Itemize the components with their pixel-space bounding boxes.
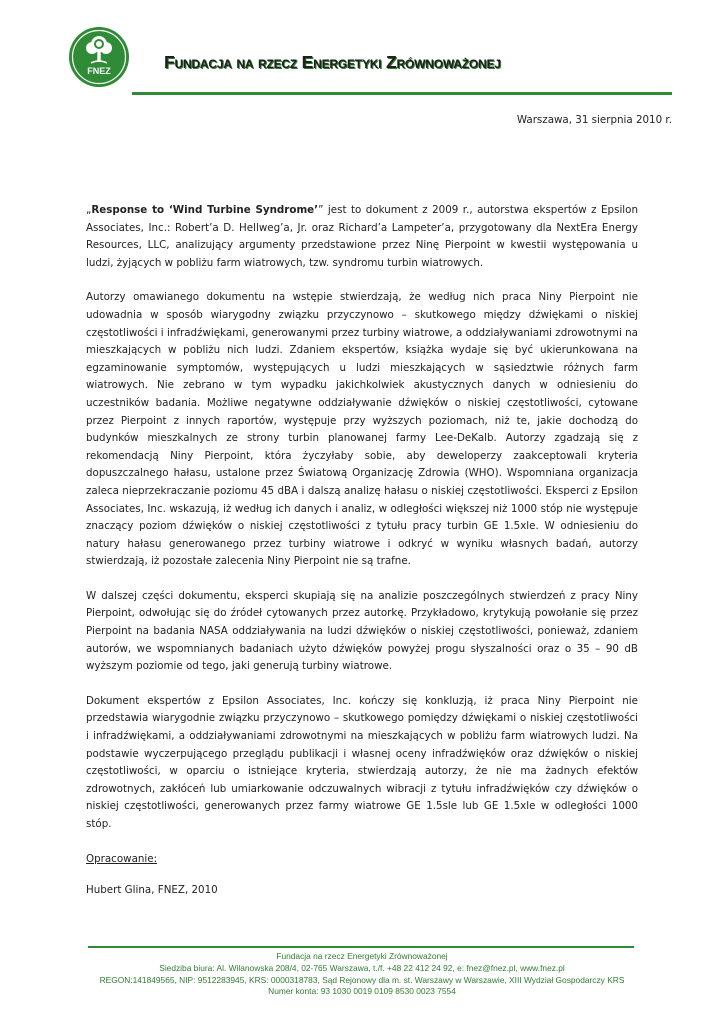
footer-bank-account: Numer konta: 93 1030 0019 0109 8530 0023 7554 (268, 986, 456, 997)
footer-org-name: Fundacja na rzecz Energetyki Zrównoważonej (276, 951, 448, 961)
document-date: Warszawa, 31 sierpnia 2010 r. (516, 114, 672, 126)
footer (0, 951, 724, 998)
paragraph-1-open-quote: „ (86, 204, 92, 216)
footer-registration: REGON:141849565, NIP: 9512283945, KRS: 0000318783, Sąd Rejonowy dla m. st. Warszawy w Warszawie, XIII Wydział Gospodarczy KRS (99, 974, 625, 985)
footer-address: Siedziba biura: Al. Wilanowska 208/4, 02-765 Warszawa, t./f. +48 22 412 24 92, e: fnez@fnez.pl, www.fnez.pl (159, 962, 565, 973)
paragraph-1 (86, 202, 638, 272)
signature-author: Hubert Glina, FNEZ, 2010 (86, 884, 218, 897)
paragraph-1-text: ” jest to dokument z 2009 r., autorstwa ekspertów z Epsilon Associates, Inc.: Robert’a D. Hellweg’a, Jr. oraz Richard’a Lampeter’a, przygotowany dla NextEra Energy Resources, LLC, analizujący argumenty przedstawione przez Ninę Pierpoint w kwestii występowania u ludzi, żyjących w pobliżu farm wiatrowych, tzw. syndromu turbin wiatrowych. (86, 204, 638, 269)
logo-text: FNEZ (87, 66, 111, 76)
organization-title: Fundacja na rzecz Energetyki Zrównoważonej (164, 52, 501, 72)
footer-divider (88, 946, 634, 948)
paragraph-2: Autorzy omawianego dokumentu na wstępie stwierdzają, że według nich praca Niny Pierpoint nie udowadnia w sposób wiarygodny związku przyczynowo – skutkowego między dźwiękami o niskiej częstotliwości i infradźwiękami, generowanymi przez turbiny wiatrowe, a oddziaływaniami zdrowotnymi na mieszkających w pobliżu nich ludzi. Zdaniem ekspertów, książka wydaje się być ukierunkowana na egzaminowanie symptomów, występujących u ludzi mieszkających w sąsiedztwie różnych farm wiatrowych. Nie zebrano w tym wypadku jakichkolwiek akustycznych danych w odniesieniu do uczestników badania. Możliwe negatywne oddziaływanie dźwięków o niskiej częstotliwości, cytowane przez Pierpoint z innych raportów, występuje przy wyższych poziomach, niż te, jakie dochodzą do budynków mieszkalnych ze strony turbin planowanej farmy Lee-DeKalb. Autorzy zgadzają się z rekomendacją Niny Pierpoint, która życzyłaby sobie, aby deweloperzy zaakceptowali kryteria dopuszczalnego hałasu, ustalone przez Światową Organizację Zdrowia (WHO). Wspomniana organizacja zaleca nieprzekraczanie poziomu 45 dBA i dalszą analizę hałasu o niskiej częstotliwości. Eksperci z Epsilon Associates, Inc. wskazują, iż według ich danych i analiz, w odległości większej niż 1000 stóp nie występuje znaczący poziom dźwięków o niskiej częstotliwości z tytułu pracy turbin GE 1.5xle. W odniesieniu do natury hałasu generowanego przez turbiny wiatrowe i odkryć w wyniku własnych badań, autorzy stwierdzają, iż pozostałe zalecenia Niny Pierpoint nie są trafne. (86, 291, 638, 568)
fnez-logo (68, 26, 130, 88)
paragraph-3: W dalszej części dokumentu, eksperci skupiają się na analizie poszczególnych stwierdzeń z pracy Niny Pierpoint, odwołując się do źródeł cytowanych przez autorkę. Przykładowo, krytykują powołanie się przez Pierpoint na badania NASA oddziaływania na ludzi dźwięków o niskiej częstotliwości, ponieważ, zdaniem autorów, we wspomnianych badaniach użyto dźwięków powyżej progu słyszalności oraz o 35 – 90 dB wyższym poziomie od tego, jaki generują turbiny wiatrowe. (86, 589, 638, 673)
paragraph-4: Dokument ekspertów z Epsilon Associates, Inc. kończy się konkluzją, iż praca Niny Pierpoint nie przedstawia wiarygodnie związku przyczynowo – skutkowego pomiędzy dźwiękami o niskiej częstotliwości i infradźwiękami, a oddziaływaniami zdrowotnymi na mieszkających w pobliżu farm wiatrowych ludzi. Na podstawie wyczerpującego przeglądu publikacji i własnej oceny infradźwięków oraz dźwięków o niskiej częstotliwości, w oparciu o istniejące kryteria, stwierdzają autorzy, że nie ma żadnych efektów zdrowotnych, zakłóceń lub umiarkowanie odczuwalnych wibracji z tytułu infradźwięków czy dźwięków o niskiej częstotliwości, generowanych przez farmy wiatrowe GE 1.5sle lub GE 1.5xle w odległości 1000 stóp. (86, 694, 638, 830)
signature-label: Opracowanie: (86, 852, 158, 865)
header-divider (132, 92, 672, 95)
document-body (86, 202, 638, 917)
document-reference-title: Response to ‘Wind Turbine Syndrome’ (91, 204, 319, 216)
